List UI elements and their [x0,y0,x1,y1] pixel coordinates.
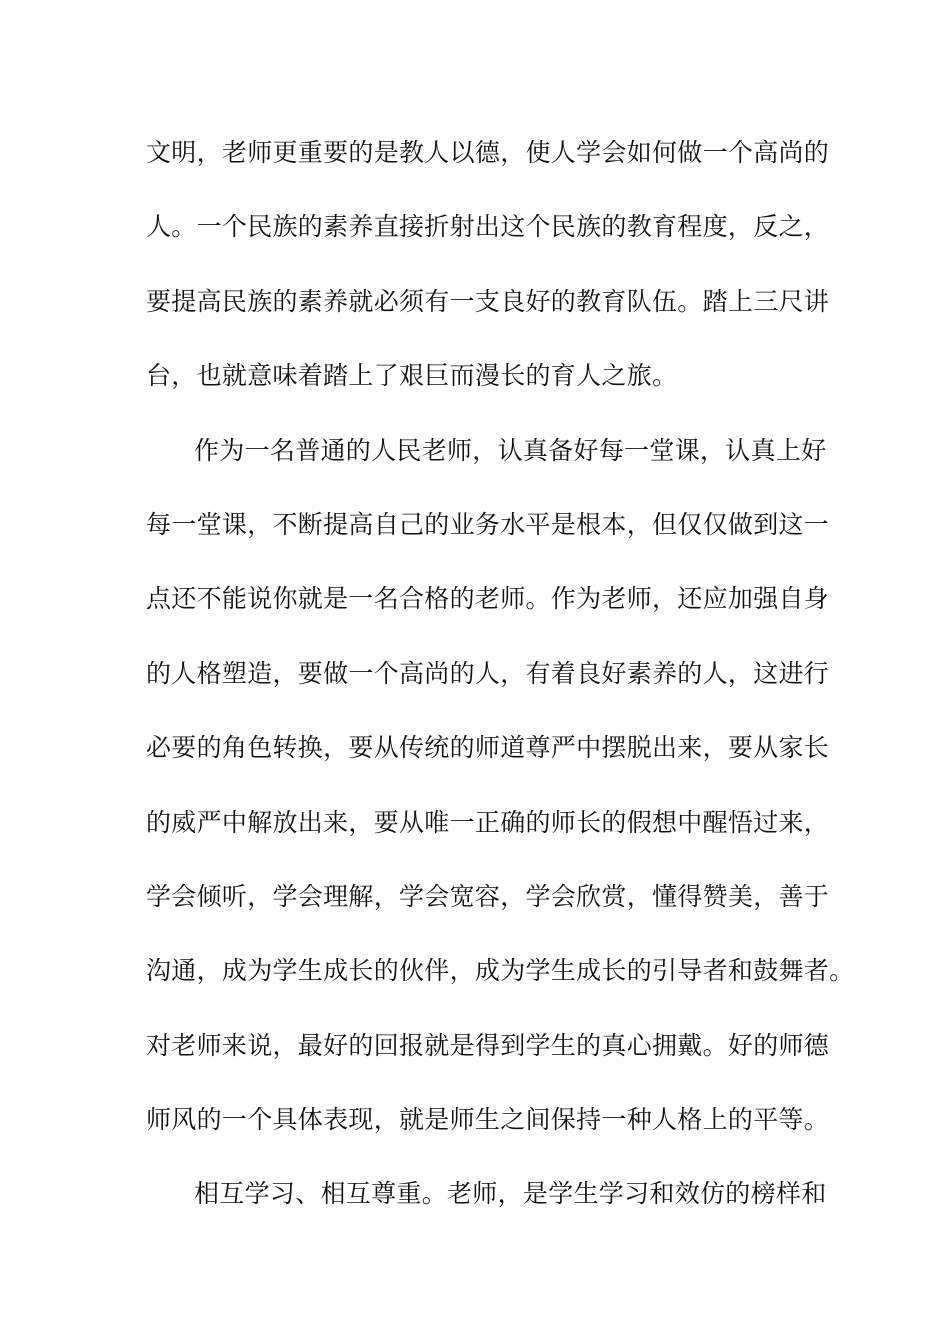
text-line: 人。一个民族的素养直接折射出这个民族的教育程度，反之， [146,212,830,242]
text-line: 沟通，成为学生成长的伙伴，成为学生成长的引导者和鼓舞者。 [146,956,855,986]
text-line: 的人格塑造，要做一个高尚的人，有着良好素养的人，这进行 [146,658,830,688]
text-line: 学会倾听，学会理解，学会宽容，学会欣赏，懂得赞美，善于 [146,881,830,911]
text-line: 点还不能说你就是一名合格的老师。作为老师，还应加强自身 [146,584,830,614]
text-line: 每一堂课，不断提高自己的业务水平是根本，但仅仅做到这一 [146,509,830,539]
text-line: 师风的一个具体表现，就是师生之间保持一种人格上的平等。 [146,1105,830,1135]
text-line: 必要的角色转换，要从传统的师道尊严中摆脱出来，要从家长 [146,733,830,763]
text-line: 对老师来说，最好的回报就是得到学生的真心拥戴。好的师德 [146,1030,830,1060]
body-text [146,124,855,1240]
text-line: 文明，老师更重要的是教人以德，使人学会如何做一个高尚的 [146,138,830,167]
text-line: 要提高民族的素养就必须有一支良好的教育队伍。踏上三尺讲 [146,286,830,316]
text-line: 台，也就意味着踏上了艰巨而漫长的育人之旅。 [146,361,678,391]
text-line: 的威严中解放出来，要从唯一正确的师长的假想中醒悟过来， [146,807,830,837]
paragraph-first-line: 作为一名普通的人民老师，认真备好每一堂课，认真上好 [194,435,827,465]
paragraph-first-line: 相互学习、相互尊重。老师，是学生学习和效仿的榜样和 [194,1179,827,1209]
